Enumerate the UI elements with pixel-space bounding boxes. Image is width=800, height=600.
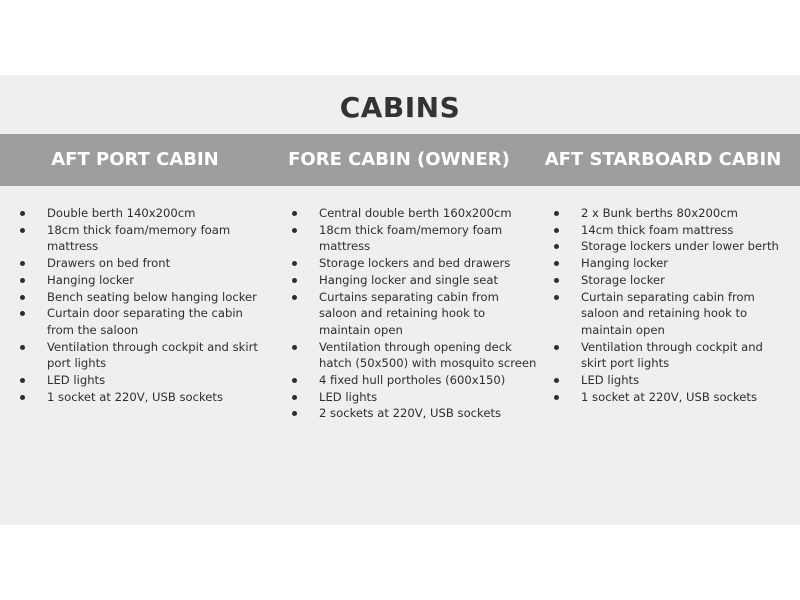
feature-list-item [292, 389, 537, 406]
aft-port-cabin-heading: AFT PORT CABIN [51, 149, 219, 170]
feature-list-item [20, 305, 270, 338]
feature-list-item [554, 222, 790, 239]
feature-list-item [20, 272, 270, 289]
feature-list-item [292, 405, 537, 422]
feature-text: Hanging locker and single seat [319, 272, 499, 287]
bullet-icon [20, 311, 25, 316]
feature-text: 4 fixed hull portholes (600x150) [319, 373, 506, 388]
feature-text: Central double berth 160x200cm [319, 206, 512, 220]
bullet-icon [554, 295, 559, 300]
bullet-icon [554, 278, 559, 283]
bullet-icon [20, 395, 25, 400]
cabins-slide [0, 75, 800, 525]
column-header-band [0, 134, 800, 186]
feature-list-item [292, 372, 537, 389]
feature-text: Storage lockers and bed drawers [319, 256, 511, 271]
feature-text: 18cm thick foam/memory foam mattress [319, 222, 503, 254]
bullet-icon [554, 345, 559, 350]
feature-list-item [554, 372, 790, 389]
feature-text: Curtain separating cabin from saloon and retaining hook to maintain open [581, 289, 755, 337]
feature-text: Ventilation through cockpit and skirt port lights [581, 339, 763, 371]
bullet-icon [292, 395, 297, 400]
feature-text: 1 socket at 220V, USB sockets [47, 389, 224, 404]
feature-text: Hanging locker [47, 272, 135, 287]
bullet-icon [292, 411, 297, 416]
feature-list-item [292, 222, 537, 255]
bullet-icon [292, 345, 297, 350]
feature-text: Ventilation through opening deck hatch (50x500) with mosquito screen [319, 339, 537, 371]
aft-starboard-cabin-list [554, 205, 790, 405]
feature-list-item [292, 272, 537, 289]
feature-list-item [292, 205, 537, 222]
feature-list-item [20, 255, 270, 272]
feature-text: 1 socket at 220V, USB sockets [581, 389, 758, 404]
bullet-icon [20, 211, 25, 216]
fore-cabin-owner-list [292, 205, 537, 422]
feature-text: Bench seating below hanging locker [47, 289, 257, 304]
feature-text: Drawers on bed front [47, 256, 171, 271]
feature-list-item [20, 339, 270, 372]
feature-list-item [292, 255, 537, 272]
feature-text: Double berth 140x200cm [47, 206, 196, 220]
bullet-icon [554, 244, 559, 249]
bullet-icon [554, 395, 559, 400]
aft-starboard-cabin-heading: AFT STARBOARD CABIN [544, 149, 782, 170]
feature-list-item [554, 255, 790, 272]
feature-text: 2 x Bunk berths 80x200cm [581, 206, 738, 220]
feature-list-item [20, 222, 270, 255]
feature-text: LED lights [47, 373, 106, 388]
bullet-icon [554, 211, 559, 216]
bullet-icon [20, 278, 25, 283]
feature-text: Ventilation through cockpit and skirt port lights [47, 339, 258, 371]
bullet-icon [292, 378, 297, 383]
bullet-icon [554, 261, 559, 266]
feature-text: LED lights [581, 373, 640, 388]
feature-list-item [20, 205, 270, 222]
feature-text: 14cm thick foam mattress [581, 222, 734, 237]
aft-port-cabin-list [20, 205, 270, 405]
feature-text: Curtain door separating the cabin from the saloon [47, 306, 243, 337]
feature-list-item [554, 339, 790, 372]
bullet-icon [292, 211, 297, 216]
feature-text: Storage locker [581, 272, 665, 287]
bullet-icon [20, 228, 25, 233]
bullet-icon [292, 261, 297, 266]
feature-list-item [292, 289, 537, 339]
feature-list-item [554, 238, 790, 255]
feature-text: 18cm thick foam/memory foam mattress [47, 222, 231, 254]
feature-list-item [554, 205, 790, 222]
feature-text: 2 sockets at 220V, USB sockets [319, 406, 502, 421]
feature-list-item [554, 272, 790, 289]
feature-text: Hanging locker [581, 256, 669, 271]
feature-list-item [20, 372, 270, 389]
feature-list-item [20, 289, 270, 306]
page-title: CABINS [339, 91, 461, 124]
feature-list-item [554, 389, 790, 406]
bullet-icon [292, 228, 297, 233]
feature-list-item [554, 289, 790, 339]
bullet-icon [554, 228, 559, 233]
fore-cabin-owner-heading: FORE CABIN (OWNER) [288, 149, 510, 170]
feature-list-item [20, 389, 270, 406]
bullet-icon [292, 278, 297, 283]
bullet-icon [292, 295, 297, 300]
bullet-icon [20, 345, 25, 350]
feature-text: Storage lockers under lower berth [581, 239, 779, 254]
bullet-icon [554, 378, 559, 383]
bullet-icon [20, 261, 25, 266]
feature-text: LED lights [319, 389, 378, 404]
feature-list-item [292, 339, 537, 372]
bullet-icon [20, 295, 25, 300]
bullet-icon [20, 378, 25, 383]
feature-text: Curtains separating cabin from saloon and retaining hook to maintain open [319, 289, 499, 337]
